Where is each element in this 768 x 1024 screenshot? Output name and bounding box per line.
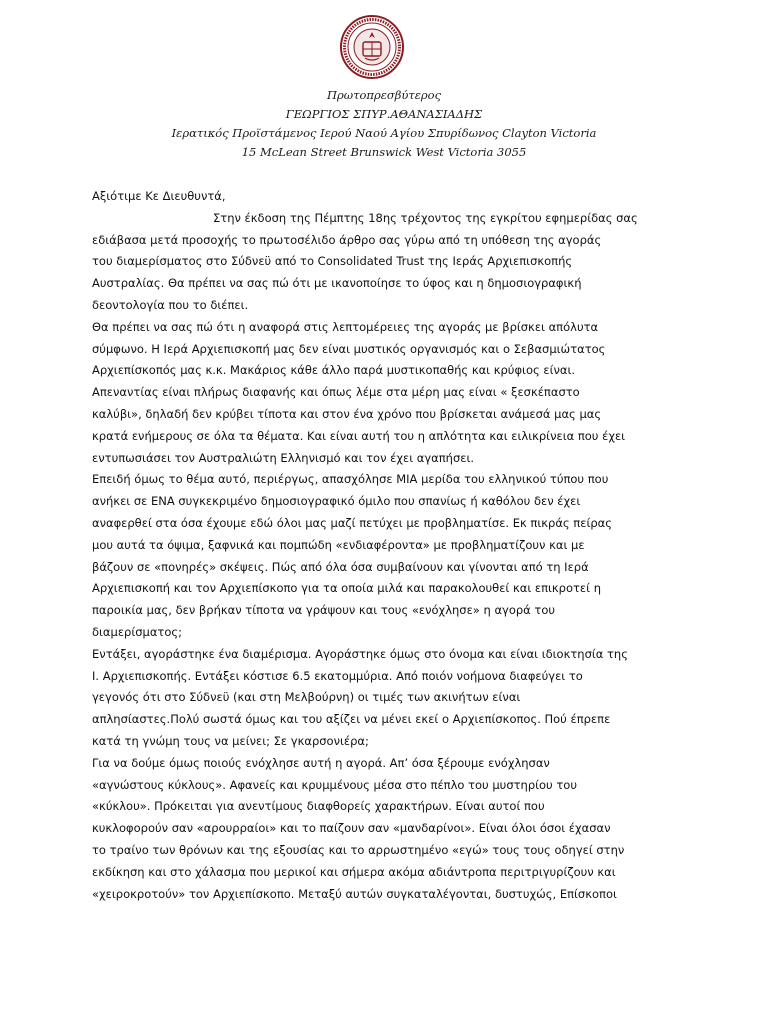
letterhead-name: ΓΕΩΡΓΙΟΣ ΣΠΥΡ.ΑΘΑΝΑΣΙΑΔΗΣ: [285, 107, 483, 121]
letter-line: Στην έκδοση της Πέμπτης 18ης τρέχοντος της εγκρίτου εφημερίδας σας: [213, 210, 638, 225]
letter-line: καλύβι», δηλαδή δεν κρύβει τίποτα και στον ένα χρόνο που βρίσκεται ανάμεσά μας μας: [92, 406, 602, 421]
letter-line: μου αυτά τα όψιμα, ξαφνικά και πομπώδη «ενδιαφέροντα» με προβληματίζουν και με: [92, 537, 585, 552]
letter-body: [92, 186, 692, 905]
letter-line: γεγονός ότι στο Σύδνεϋ (και στη Μελβούρνη) οι τιμές των ακινήτων είναι: [92, 690, 521, 705]
letter-line: Θα πρέπει να σας πώ ότι η αναφορά στις λεπτομέρειες της αγοράς με βρίσκει απόλυτα: [92, 319, 599, 334]
letter-line: Για να δούμε όμως ποιούς ενόχλησε αυτή η αγορά. Απ’ όσα ξέρουμε ενόχλησαν: [92, 755, 550, 770]
letter-line: κατά τη γνώμη τους να μείνει; Σε γκαρσονιέρα;: [92, 733, 369, 748]
letter-line: εντυπωσιάσει τον Αυστραλιώτη Ελληνισμό και τον έχει αγαπήσει.: [92, 450, 475, 465]
letter-line: αναφερθεί στα όσα έχουμε εδώ όλοι μας μαζί πετύχει με προβληματίσε. Εκ πικράς πείρας: [92, 515, 612, 530]
letterhead: [0, 86, 768, 162]
letter-line: το τραίνο των θρόνων και της εξουσίας και το αρρωστημένο «εγώ» τους τους οδηγεί στην: [92, 842, 625, 857]
salutation: Αξιότιμε Κε Διευθυντά,: [92, 189, 226, 203]
letterhead-title: Πρωτοπρεσβύτερος: [326, 88, 442, 102]
letter-line: κυκλοφορούν σαν «αρουρραίοι» και το παίζουν σαν «μανδαρίνοι». Είναι όλοι όσοι έχασαν: [92, 821, 611, 836]
letter-line: απλησίαστες.Πολύ σωστά όμως και του αξίζει να μένει εκεί ο Αρχιεπίσκοπος. Πού έπρεπε: [92, 712, 611, 727]
letter-line: σύμφωνο. Η Ιερά Αρχιεπισκοπή μας δεν είναι μυστικός οργανισμός και ο Σεβασμιώτατος: [92, 341, 606, 356]
letter-line: εκδίκηση και στο χάλασμα που μερικοί και σήμερα ακόμα αδιάντροπα περιτριγυρίζουν και: [92, 864, 616, 879]
letter-line: εδιάβασα μετά προσοχής το πρωτοσέλιδο άρθρο σας γύρω από τη υπόθεση της αγοράς: [92, 232, 602, 247]
letter-line: Αυστραλίας. Θα πρέπει να σας πώ ότι με ικανοποίησε το ύφος και η δημοσιογραφική: [92, 276, 582, 291]
letter-line: «χειροκροτούν» τον Αρχιεπίσκοπο. Μεταξύ αυτών συγκαταλέγονται, δυστυχώς, Επίσκοποι: [92, 886, 617, 901]
letter-line: Αρχιεπίσκοπός μας κ.κ. Μακάριος κάθε άλλο παρά μυστικοπαθής και κρύφιος είναι.: [92, 363, 576, 378]
letter-line: ανήκει σε ΕΝΑ συγκεκριμένο δημοσιογραφικό όμιλο που σπανίως ή καθόλου δεν έχει: [92, 494, 581, 509]
letterhead-position: Ιερατικός Προϊστάμενος Ιερού Ναού Αγίου Σπυρίδωνος Clayton Victoria: [171, 126, 597, 140]
letter-line: δεοντολογία που το διέπει.: [92, 297, 249, 312]
letter-line: Εντάξει, αγοράστηκε ένα διαμέρισμα. Αγοράστηκε όμως στο όνομα και είναι ιδιοκτησία της: [92, 646, 628, 661]
letterhead-address: 15 McLean Street Brunswick West Victoria 3055: [241, 145, 527, 159]
letter-line: παροικία μας, δεν βρήκαν τίποτα να γράψουν και τους «ενόχλησε» η αγορά του: [92, 603, 556, 618]
letter-line: διαμερίσματος;: [92, 624, 183, 639]
letter-line: Ι. Αρχιεπισκοπής. Εντάξει κόστισε 6.5 εκατομμύρια. Από ποιόν νοήμονα διαφεύγει το: [92, 668, 583, 683]
letter-line: βάζουν σε «πονηρές» σκέψεις. Πώς από όλα όσα συμβαίνουν και γίνονται από τη Ιερά: [92, 559, 589, 574]
letter-line: «κύκλου». Πρόκειται για ανεντίμους διαφθορείς χαρακτήρων. Είναι αυτοί που: [92, 799, 545, 814]
archdiocese-seal-icon: [339, 14, 405, 80]
letter-line: κρατά ενήμερους σε όλα τα θέματα. Και είναι αυτή του η απλότητα και ειλικρίνεια που έχει: [92, 428, 626, 443]
letter-line: «αγνώστους κύκλους». Αφανείς και κρυμμένους μέσα στο πέπλο του μυστηρίου του: [92, 777, 577, 792]
letter-line: Απεναντίας είναι πλήρως διαφανής και όπως λέμε στα μέρη μας είναι « ξεσκέπαστο: [92, 385, 580, 400]
letter-line: Επειδή όμως το θέμα αυτό, περιέργως, απασχόλησε ΜΙΑ μερίδα του ελληνικού τύπου που: [92, 472, 609, 487]
letter-line: του διαμερίσματος στο Σύδνεϋ από το Consolidated Trust της Ιεράς Αρχιεπισκοπής: [92, 254, 573, 269]
letter-line: Αρχιεπισκοπή και τον Αρχιεπίσκοπο για τα οποία μιλά και παρακολουθεί και επικροτεί η: [92, 581, 601, 596]
